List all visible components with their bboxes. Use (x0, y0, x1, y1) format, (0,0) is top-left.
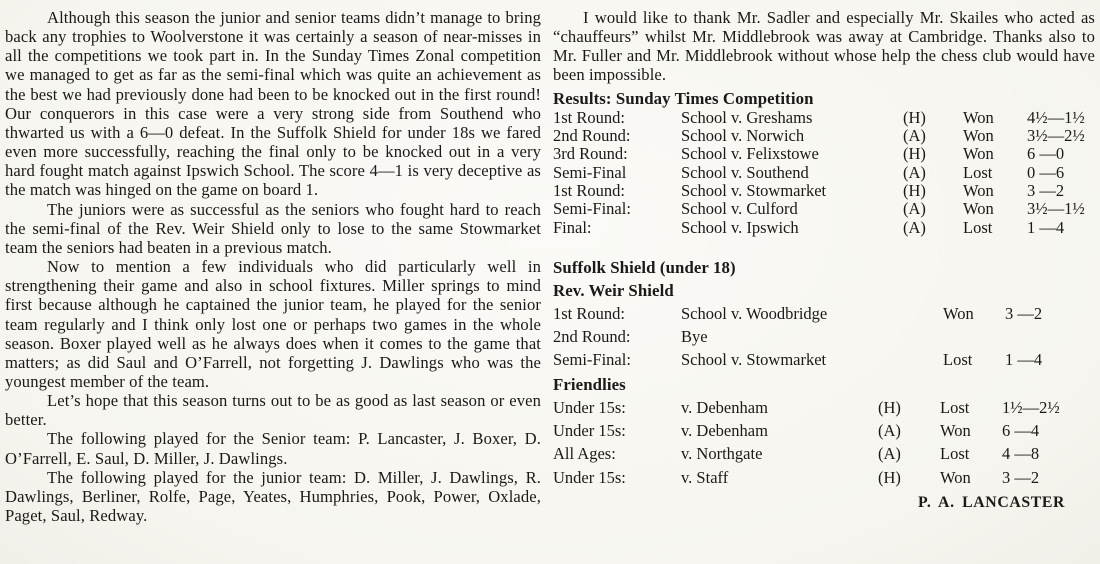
table-row (553, 200, 1095, 218)
table-row (553, 182, 1095, 200)
result-cell: Won (963, 144, 994, 164)
venue-cell: (A) (878, 444, 901, 464)
left-column (5, 8, 541, 525)
paragraph-hope: Let’s hope that this season turns out to be as good as last season or even better. (5, 391, 541, 430)
result-cell: Won (963, 125, 994, 145)
result-cell: Lost (963, 217, 993, 237)
result-cell: Lost (940, 444, 970, 464)
round-cell: Under 15s: (553, 467, 626, 487)
score-cell: 3½—2½ (1027, 125, 1085, 145)
table-row (553, 302, 1095, 325)
score-cell: 3½—1½ (1027, 199, 1085, 219)
result-cell: Lost (963, 162, 993, 182)
right-column (553, 8, 1095, 525)
fixture-cell: School v. Ipswich (681, 217, 799, 237)
round-cell: Semi-Final (553, 162, 627, 182)
venue-cell: (A) (903, 199, 926, 219)
result-cell (943, 325, 1005, 348)
score-cell (1005, 325, 1095, 348)
venue-cell: (H) (878, 467, 901, 487)
result-cell: Won (963, 107, 994, 127)
result-cell: Won (940, 467, 971, 487)
paragraph-thanks: I would like to thank Mr. Sadler and especially Mr. Skailes who acted as “chauffeurs” whilst Mr. Middlebrook was away at Cambridge. Thanks also to Mr. Fuller and Mr. Middlebrook without whose help the chess club would have been impossible. (553, 8, 1095, 85)
table-row (553, 466, 1095, 489)
friendlies-heading: Friendlies (553, 374, 626, 394)
round-cell: Under 15s: (553, 420, 626, 440)
venue-cell: (A) (903, 217, 926, 237)
fixture-cell: v. Debenham (681, 397, 768, 417)
paragraph-senior-team: The following played for the Senior team: P. Lancaster, J. Boxer, D. O’Farrell, E. Saul, D. Miller, J. Dawlings. (5, 429, 541, 468)
fixture-cell: School v. Stowmarket (681, 181, 827, 200)
table-row (553, 442, 1095, 465)
score-cell: 1 —4 (1027, 217, 1065, 237)
fixture-cell: School v. Stowmarket (681, 350, 827, 370)
fixture-cell: School v. Woodbridge (681, 304, 828, 324)
table-row (553, 145, 1095, 163)
table-row (553, 164, 1095, 182)
score-cell: 1½—2½ (1002, 397, 1060, 417)
result-cell: Lost (943, 350, 973, 370)
fixture-cell: School v. Felixstowe (681, 144, 819, 164)
round-cell: 2nd Round: (553, 125, 631, 145)
suffolk-shield-heading: Suffolk Shield (under 18) (553, 258, 736, 278)
score-cell: 6 —0 (1027, 144, 1065, 164)
round-cell: All Ages: (553, 444, 616, 464)
table-row (553, 348, 1095, 371)
round-cell: 3rd Round: (553, 144, 628, 164)
round-cell: Final: (553, 217, 592, 237)
round-cell: 1st Round: (553, 107, 625, 127)
sunday-times-results-table (553, 109, 1095, 237)
score-cell: 0 —6 (1027, 162, 1065, 182)
round-cell: Under 15s: (553, 397, 626, 417)
paragraph-individuals: Now to mention a few individuals who did particularly well in strengthening their game and also in school fixtures. Miller springs to mind first because although he captained the junior team, he played for the senior team regularly and I think only lost one or perhaps two games in the whole season. Boxer played well as he always does when it comes to the game that matters; as did Saul and O’Farrell, not forgetting J. Dawlings who was the youngest member of the team. (5, 257, 541, 391)
score-cell: 6 —4 (1002, 420, 1040, 440)
fixture-cell: School v. Greshams (681, 107, 813, 127)
paragraph-junior-team: The following played for the junior team: D. Miller, J. Dawlings, R. Dawlings, Berliner, Rolfe, Page, Yeates, Humphries, Pook, Power, Oxlade, Paget, Saul, Redway. (5, 467, 541, 526)
fixture-cell: v. Northgate (681, 444, 763, 464)
fixture-cell: v. Staff (681, 467, 729, 487)
weir-shield-heading: Rev. Weir Shield (553, 281, 674, 301)
table-row (553, 127, 1095, 145)
venue-cell: (A) (878, 420, 901, 440)
venue-cell: (H) (903, 107, 926, 127)
result-cell: Won (963, 181, 994, 200)
score-cell: 3 —2 (1005, 304, 1043, 324)
score-cell: 1 —4 (1005, 350, 1043, 370)
paragraph-juniors: The juniors were as successful as the seniors who fought hard to reach the semi-final of the Rev. Weir Shield only to lose to the same Stowmarket team the seniors had beaten in a previous match. (5, 199, 541, 257)
round-cell: Semi-Final: (553, 350, 631, 370)
score-cell: 4½—1½ (1027, 107, 1085, 127)
table-row (553, 419, 1095, 442)
results-heading: Results: Sunday Times Competition (553, 88, 814, 108)
venue-cell: (H) (878, 397, 901, 417)
paragraph-season-summary: Although this season the junior and senior teams didn’t manage to bring back any trophies to Woolverstone it was certainly a season of near-misses in all the competitions we took part in. In the Sunday Times Zonal competition we managed to get as far as the semi-final which was quite an achievement as the best we had previously done had been to be knocked out in the first round! Our conquerors in this case were a very strong side from Southend who thwarted us with a 6—0 defeat. In the Suffolk Shield for under 18s we fared even more successfully, reaching the final only to be knocked out in a very hard fought match against Ipswich School. The score 4—1 is very deceptive as the match was hinged on the game on board 1. (5, 8, 541, 200)
venue-cell: (H) (903, 144, 926, 164)
result-cell: Lost (940, 397, 970, 417)
fixture-cell: v. Debenham (681, 420, 768, 440)
venue-cell: (H) (903, 181, 926, 200)
author-signature: P. A. LANCASTER (918, 493, 1065, 511)
table-row (553, 109, 1095, 127)
result-cell: Won (963, 199, 994, 219)
table-row (553, 325, 1095, 348)
result-cell: Won (940, 420, 971, 440)
fixture-cell: School v. Culford (681, 199, 798, 219)
venue-cell: (A) (903, 162, 926, 182)
fixture-cell: School v. Southend (681, 162, 809, 182)
round-cell: Semi-Final: (553, 199, 631, 219)
fixture-cell: Bye (681, 327, 708, 347)
table-row (553, 396, 1095, 419)
weir-shield-results-table (553, 302, 1095, 372)
table-row (553, 219, 1095, 237)
venue-cell: (A) (903, 125, 926, 145)
result-cell: Won (943, 304, 974, 324)
score-cell: 3 —2 (1002, 467, 1040, 487)
round-cell: 2nd Round: (553, 327, 631, 347)
score-cell: 3 —2 (1027, 181, 1065, 200)
fixture-cell: School v. Norwich (681, 125, 805, 145)
friendlies-results-table (553, 396, 1095, 489)
score-cell: 4 —8 (1002, 444, 1040, 464)
round-cell: 1st Round: (553, 304, 625, 324)
round-cell: 1st Round: (553, 181, 625, 200)
